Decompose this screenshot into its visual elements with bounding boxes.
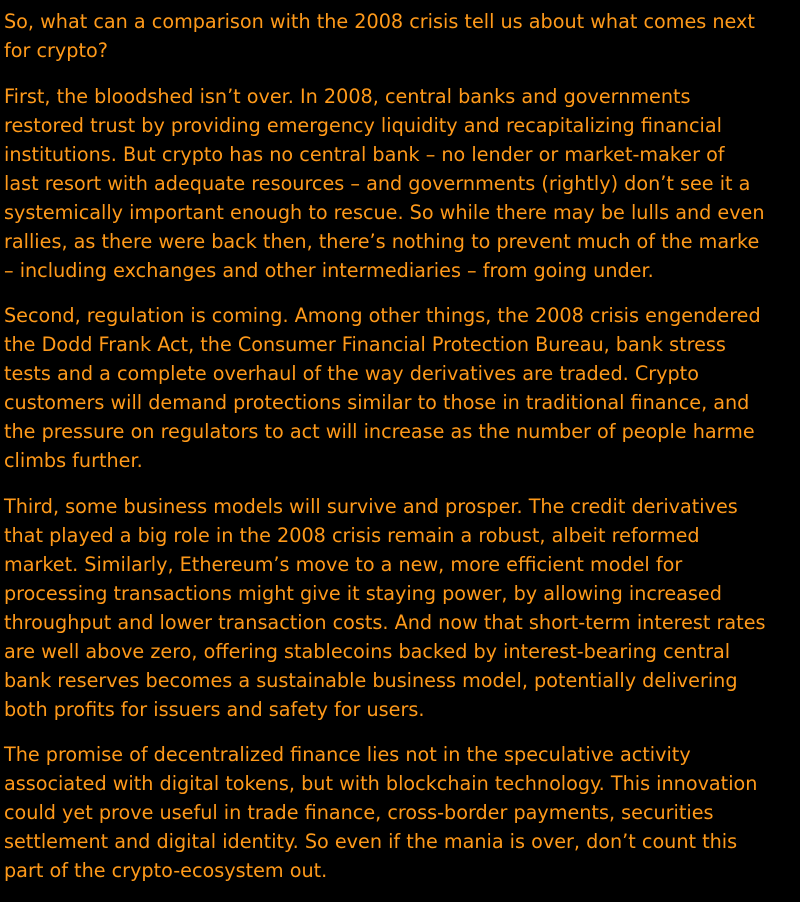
text-line: market. Similarly, Ethereum’s move to a new, more efficient model for xyxy=(4,552,683,576)
text-line: bank reserves becomes a sustainable business model, potentially delivering xyxy=(4,668,738,692)
text-line: climbs further. xyxy=(4,449,143,472)
text-line: the Dodd Frank Act, the Consumer Financial Protection Bureau, bank stress xyxy=(4,333,726,356)
text-line: Second, regulation is coming. Among other things, the 2008 crisis engendered xyxy=(4,304,761,327)
text-line: last resort with adequate resources – and governments (rightly) don’t see it a xyxy=(4,171,751,195)
text-line: The promise of decentralized finance lies not in the speculative activity xyxy=(4,743,691,766)
paragraph-intro xyxy=(4,7,800,65)
text-line: customers will demand protections similar to those in traditional finance, and xyxy=(4,391,750,414)
paragraph-conclusion xyxy=(4,740,800,885)
text-line: the pressure on regulators to act will increase as the number of people harme xyxy=(4,420,755,443)
text-line: are well above zero, offering stablecoins backed by interest-bearing central xyxy=(4,639,731,663)
text-line: both profits for issuers and safety for users. xyxy=(4,697,425,721)
text-line: So, what can a comparison with the 2008 crisis tell us about what comes next xyxy=(4,10,755,33)
text-line: restored trust by providing emergency liquidity and recapitalizing financial xyxy=(4,113,722,137)
text-line: for crypto? xyxy=(4,39,108,62)
text-line: tests and a complete overhaul of the way derivatives are traded. Crypto xyxy=(4,362,699,385)
text-line: systemically important enough to rescue. So while there may be lulls and even xyxy=(4,200,765,224)
text-line: institutions. But crypto has no central bank – no lender or market-maker of xyxy=(4,142,725,166)
text-line: could yet prove useful in trade finance, cross-border payments, securities xyxy=(4,801,714,824)
paragraph-first xyxy=(4,82,800,285)
text-line: processing transactions might give it staying power, by allowing increased xyxy=(4,581,722,605)
text-line: Third, some business models will survive and prosper. The credit derivatives xyxy=(4,494,738,518)
text-line: First, the bloodshed isn’t over. In 2008, central banks and governments xyxy=(4,84,691,108)
text-line: rallies, as there were back then, there’s nothing to prevent much of the marke xyxy=(4,229,760,253)
text-line: – including exchanges and other intermediaries – from going under. xyxy=(4,258,654,282)
text-line: settlement and digital identity. So even if the mania is over, don’t count this xyxy=(4,830,738,853)
text-line: part of the crypto-ecosystem out. xyxy=(4,859,328,882)
paragraph-third xyxy=(4,492,800,724)
text-line: that played a big role in the 2008 crisis remain a robust, albeit reformed xyxy=(4,523,700,547)
paragraph-second xyxy=(4,301,800,475)
text-line: associated with digital tokens, but with blockchain technology. This innovation xyxy=(4,772,758,795)
article-body xyxy=(4,7,800,902)
text-line: throughput and lower transaction costs. And now that short-term interest rates xyxy=(4,610,766,634)
